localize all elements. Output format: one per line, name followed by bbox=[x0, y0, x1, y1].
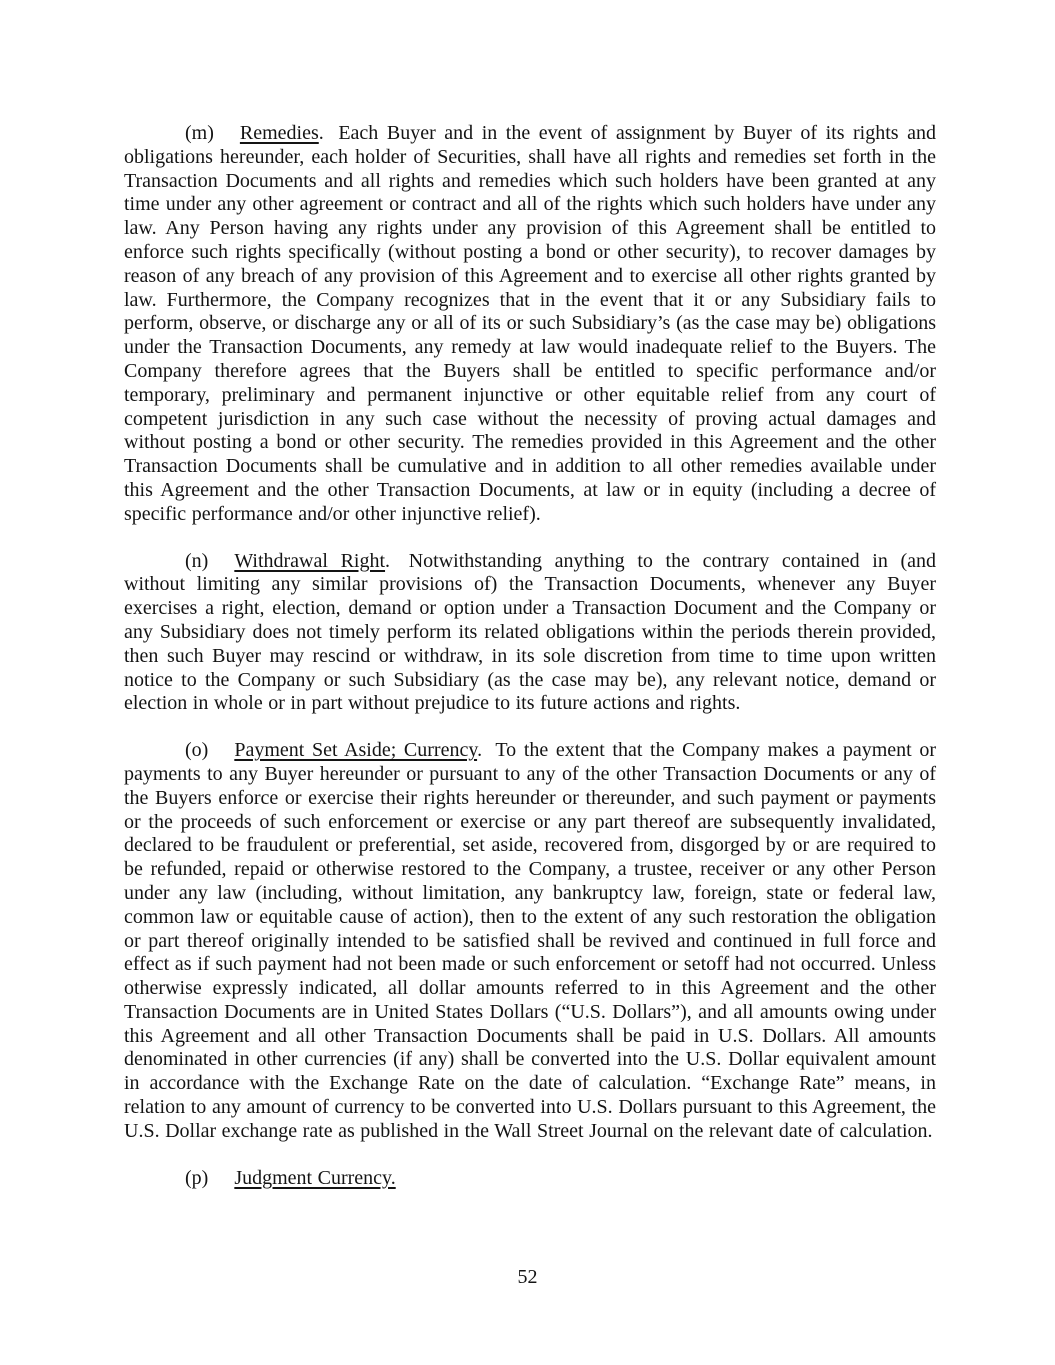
section-paragraph-payment-set-aside bbox=[124, 739, 936, 1144]
section-body-text: Each Buyer and in the event of assignment by Buyer of its rights and obligations hereunder, each holder of Securities, shall have all rights and remedies set forth in the Transaction Documents and all rights and remedies which such holders have been granted at any time under any other agreement or contract and all of the rights which such holders have under any law. Any Person having any rights under any provision of this Agreement shall be entitled to enforce such rights specifically (without posting a bond or other security), to recover damages by reason of any breach of any provision of this Agreement and to exercise all other rights granted by law. Furthermore, the Company recognizes that in the event that it or any Subsidiary fails to perform, observe, or discharge any or all of its or such Subsidiary’s (as the case may be) obligations under the Transaction Documents, any remedy at law would inadequate relief to the Buyers. The Company therefore agrees that the Buyers shall be entitled to specific performance and/or temporary, preliminary and permanent injunctive or other equitable relief from any court of competent jurisdiction in any such case without the necessity of proving actual damages and without posting a bond or other security. The remedies provided in this Agreement and the other Transaction Documents shall be cumulative and in addition to all other remedies available under this Agreement and the other Transaction Documents, at law or in equity (including a decree of specific performance and/or other injunctive relief). bbox=[124, 122, 937, 525]
heading-period: . bbox=[385, 549, 391, 572]
section-heading-withdrawal-right: Withdrawal Right bbox=[234, 549, 386, 572]
section-label: (o) bbox=[185, 739, 209, 762]
section-label: (m) bbox=[185, 122, 214, 144]
section-body-text: To the extent that the Company makes a payment or payments to any Buyer hereunder or pursuant to any of the other Transaction Documents or any of the Buyers enforce or exercise their rights hereunder or thereunder, and such payment or payments or the proceeds of such enforcement or exercise or any part thereof are subsequently invalidated, declared to be fraudulent or preferential, set aside, recovered from, disgorged by or are required to be refunded, repaid or otherwise restored to the Company, a trustee, receiver or any other Person under any law (including, without limitation, any bankruptcy law, foreign, state or federal law, common law or equitable cause of action), then to the extent of any such restoration the obligation or part thereof originally intended to be satisfied shall be revived and continued in full force and effect as if such payment had not been made or such enforcement or setoff had not occurred. Unless otherwise expressly indicated, all dollar amounts referred to in this Agreement and the other Transaction Documents are in United States Dollars (“U.S. Dollars”), and all amounts owing under this Agreement and all other Transaction Documents shall be paid in U.S. Dollars. All amounts denominated in other currencies (if any) shall be converted into the U.S. Dollar equivalent amount in accordance with the Exchange Rate on the date of calculation. “Exchange Rate” means, in relation to any amount of currency to be converted into U.S. Dollars pursuant to this Agreement, the U.S. Dollar exchange rate as published in the Wall Street Journal on the relevant date of calculation. bbox=[124, 739, 937, 1142]
section-label: (n) bbox=[185, 549, 209, 572]
section-label: (p) bbox=[185, 1166, 209, 1189]
section-paragraph-judgment-currency bbox=[124, 1167, 936, 1191]
section-body-text: Notwithstanding anything to the contrary contained in (and without limiting any similar provisions of) the Transaction Documents, whenever any Buyer exercises a right, election, demand or option under a Transaction Document and the Company or any Subsidiary does not timely perform its related obligations within the periods therein provided, then such Buyer may rescind or withdraw, in its sole discretion from time to time upon written notice to the Company or such Subsidiary (as the case may be), any relevant notice, demand or election in whole or in part without prejudice to its future actions and rights. bbox=[124, 549, 937, 715]
heading-period: . bbox=[477, 739, 483, 762]
section-heading-judgment-currency: Judgment Currency. bbox=[234, 1166, 396, 1189]
section-heading-payment-set-aside: Payment Set Aside; Currency bbox=[234, 739, 478, 762]
document-body bbox=[124, 122, 936, 1213]
page-number: 52 bbox=[517, 1266, 538, 1288]
section-paragraph-withdrawal-right bbox=[124, 550, 936, 717]
section-heading-remedies: Remedies bbox=[239, 122, 319, 144]
heading-period: . bbox=[318, 122, 324, 144]
section-paragraph-remedies bbox=[124, 122, 936, 527]
